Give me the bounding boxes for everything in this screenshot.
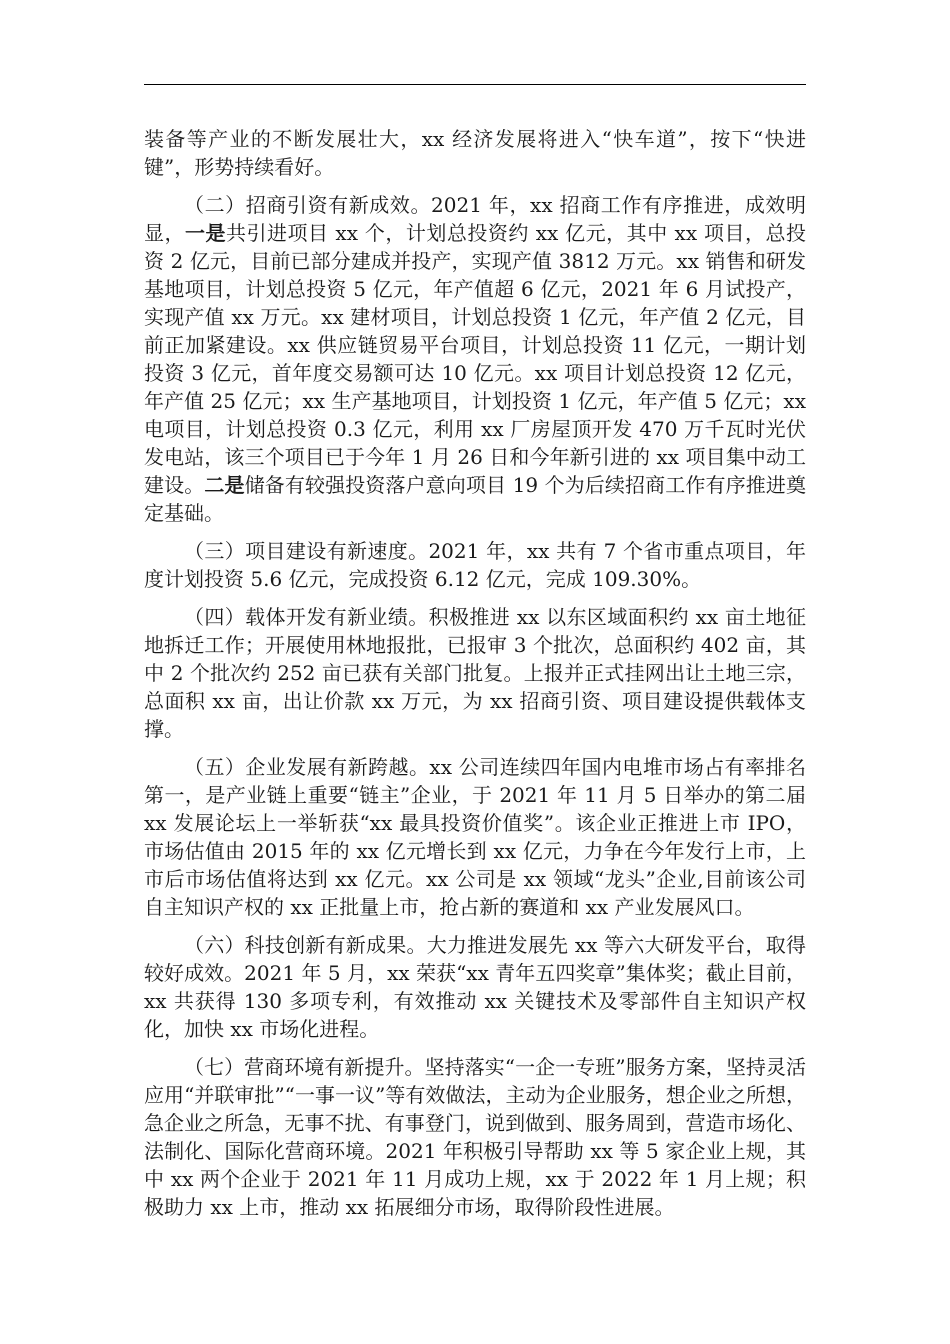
paragraph-text: 2021 年，xx 招商工作有序推进，成效明显， [144, 193, 807, 245]
paragraph [144, 191, 806, 527]
paragraph [144, 753, 806, 921]
section-heading: （五）企业发展有新跨越。 [184, 755, 430, 779]
paragraph-text: 储备有较强投资落户意向项目 19 个为后续招商工作有序推进奠定基础。 [144, 473, 807, 525]
paragraph-text: 坚持落实“一企一专班”服务方案，坚持灵活应用“并联审批”“一事一议”等有效做法，主动为企业服务，想企业之所想，急企业之所急，无事不扰、有事登门，说到做到、服务周到，营造市场化、法制化、国际化营商环境。2021 年积极引导帮助 xx 等 5 家企业上规，其中 xx 两个企业于 2021 年 11 月成功上规，xx 于 2022 年 1 月上规；积极助力 xx 上市，推动 xx 拓展细分市场，取得阶段性进展。 [144, 1055, 807, 1219]
paragraph [144, 1053, 806, 1221]
paragraph [144, 125, 806, 181]
header-rule [144, 84, 806, 85]
section-heading: （三）项目建设有新速度。 [184, 539, 429, 563]
paragraph-text: 积极推进 xx 以东区域面积约 xx 亩土地征地拆迁工作；开展使用林地报批，已报审 3 个批次，总面积约 402 亩，其中 2 个批次约 252 亩已获有关部门批复。上报并正式挂网出让土地三宗，总面积 xx 亩，出让价款 xx 万元，为 xx 招商引资、项目建设提供载体支撑。 [144, 605, 807, 741]
paragraph [144, 537, 806, 593]
section-heading: （六）科技创新有新成果。 [184, 933, 427, 957]
section-heading: （二）招商引资有新成效。 [184, 193, 432, 217]
section-heading: （七）营商环境有新提升。 [184, 1055, 425, 1079]
emphasis-text: 一是 [185, 221, 227, 245]
emphasis-text: 二是 [204, 473, 245, 497]
paragraph-text: 共引进项目 xx 个，计划总投资约 xx 亿元，其中 xx 项目，总投资 2 亿元，目前已部分建成并投产，实现产值 3812 万元。xx 销售和研发基地项目，计划总投资 5 亿元，年产值超 6 亿元，2021 年 6 月试投产，实现产值 xx 万元。xx 建材项目，计划总投资 1 亿元，年产值 2 亿元，目前正加紧建设。xx 供应链贸易平台项目，计划总投资 11 亿元，一期计划投资 3 亿元，首年度交易额可达 10 亿元。xx 项目计划总投资 12 亿元，年产值 25 亿元；xx 生产基地项目，计划投资 1 亿元，年产值 5 亿元；xx 电项目，计划总投资 0.3 亿元，利用 xx 厂房屋顶开发 470 万千瓦时光伏发电站，该三个项目已于今年 1 月 26 日和今年新引进的 xx 项目集中动工建设。 [144, 221, 807, 497]
paragraph-text: 装备等产业的不断发展壮大，xx 经济发展将进入“快车道”，按下“快进键”，形势持续看好。 [144, 127, 806, 179]
paragraph [144, 931, 806, 1043]
paragraph-text: 2021 年，xx 共有 7 个省市重点项目，年度计划投资 5.6 亿元，完成投资 6.12 亿元，完成 109.30%。 [144, 539, 806, 591]
section-heading: （四）载体开发有新业绩。 [184, 605, 429, 629]
paragraph-text: xx 公司连续四年国内电堆市场占有率排名第一，是产业链上重要“链主”企业，于 2021 年 11 月 5 日举办的第二届 xx 发展论坛上一举斩获“xx 最具投资价值奖”。该企业正推进上市 IPO，市场估值由 2015 年的 xx 亿元增长到 xx 亿元，力争在今年发行上市，上市后市场估值将达到 xx 亿元。xx 公司是 xx 领域“龙头”企业,目前该公司自主知识产权的 xx 正批量上市，抢占新的赛道和 xx 产业发展风口。 [144, 755, 807, 919]
paragraph-text: 大力推进发展先 xx 等六大研发平台，取得较好成效。2021 年 5 月，xx 荣获“xx 青年五四奖章”集体奖；截止目前，xx 共获得 130 多项专利，有效推动 xx 关键技术及零部件自主知识产权化，加快 xx 市场化进程。 [144, 933, 806, 1041]
document-body [144, 125, 806, 1231]
paragraph [144, 603, 806, 743]
